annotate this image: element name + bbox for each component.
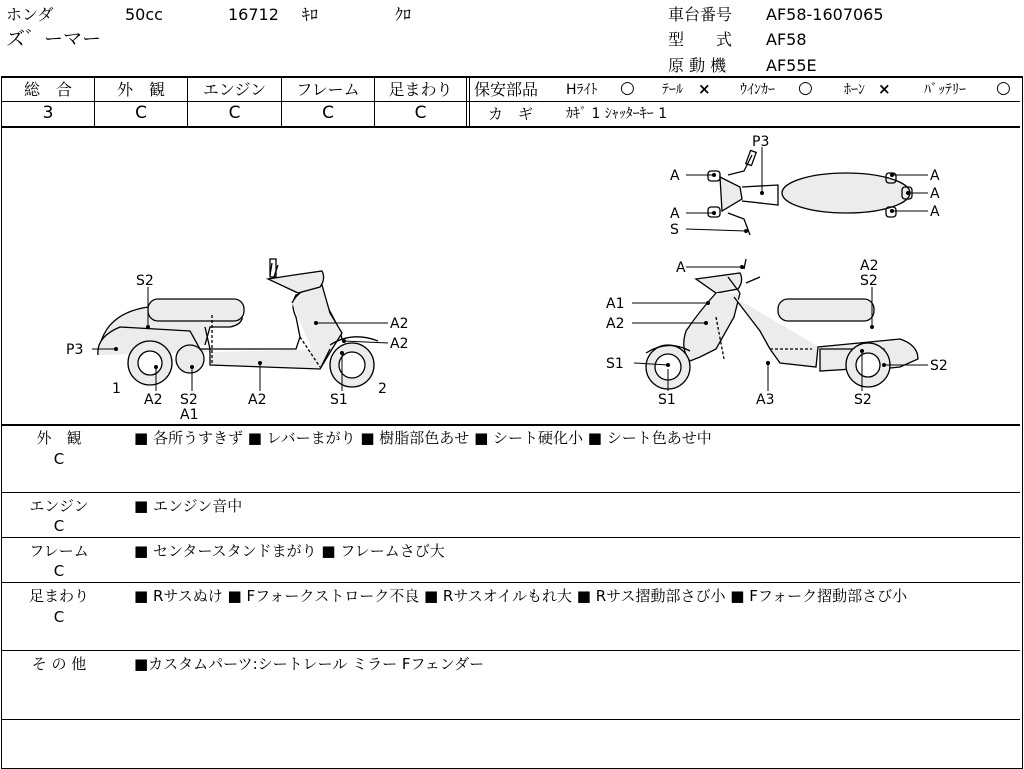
- safety-mark-tail: ×: [698, 80, 711, 98]
- label-left-a1: A1: [180, 407, 199, 423]
- key-label: カ ギ: [488, 105, 534, 123]
- label-top-a-left-front: A: [670, 168, 680, 184]
- section-title-other: そ の 他: [31, 655, 87, 673]
- label-left-s2-stand: S2: [180, 392, 198, 408]
- label-left-p3: P3: [66, 342, 84, 358]
- displacement: 50cc: [125, 5, 163, 24]
- label-left-s2-seat: S2: [136, 273, 154, 289]
- label-right-s2-stand: S2: [854, 392, 872, 408]
- label-right-a1: A1: [606, 296, 625, 312]
- label-top-a-left-rear: A: [670, 206, 680, 222]
- frame-no-label: 車台番号: [668, 5, 733, 24]
- key-value: ｶｷﾞ 1 ｼｬｯﾀｰｷｰ 1: [566, 106, 668, 122]
- safety-mark-battery: ○: [996, 78, 1011, 98]
- label-top-s: S: [670, 222, 679, 238]
- section-grade-suspension: C: [53, 608, 65, 626]
- label-left-2: 2: [378, 381, 387, 397]
- maker: ホンダ: [6, 5, 54, 24]
- engine-value: AF55E: [766, 56, 817, 75]
- label-right-s1-wheel: S1: [658, 392, 676, 408]
- section-text-engine: ■ エンジン音中: [134, 497, 243, 515]
- safety-mark-horn: ×: [878, 80, 891, 98]
- grade-label-engine: エンジン: [202, 80, 267, 99]
- section-grade-frame: C: [53, 562, 65, 580]
- section-title-engine: エンジン: [29, 497, 89, 515]
- mileage: 16712: [228, 5, 279, 24]
- label-top-p3: P3: [752, 134, 770, 150]
- safety-mark-headlight: ○: [620, 78, 635, 98]
- label-top-a-right-2: A: [930, 186, 940, 202]
- grade-value-suspension: C: [414, 103, 427, 123]
- safety-item-winker: ｳｲﾝｶｰ: [740, 82, 775, 98]
- label-right-s1-front: S1: [606, 356, 624, 372]
- grade-value-exterior: C: [135, 103, 147, 123]
- label-right-a2-cowl: A2: [606, 316, 625, 332]
- grade-label-frame: フレーム: [296, 80, 360, 99]
- label-left-a2-cowl: A2: [390, 316, 409, 332]
- grade-value-engine: C: [228, 103, 241, 123]
- type-value: AF58: [766, 30, 807, 49]
- label-top-a-right-3: A: [930, 204, 940, 220]
- label-right-a2: A2: [860, 258, 879, 274]
- section-text-exterior: ■ 各所うすきず ■ レバーまがり ■ 樹脂部色あせ ■ シート硬化小 ■ シート色あせ中: [134, 429, 712, 447]
- label-top-a-right-1: A: [930, 168, 940, 184]
- type-label: 型 式: [668, 30, 733, 49]
- grade-value-frame: C: [322, 103, 334, 123]
- safety-item-battery: ﾊﾞｯﾃﾘｰ: [924, 82, 966, 98]
- section-title-suspension: 足まわり: [28, 587, 89, 605]
- section-text-frame: ■ センタースタンドまがり ■ フレームさび大: [134, 542, 445, 560]
- safety-item-horn: ﾎｰﾝ: [844, 82, 865, 98]
- scooter-top-view: [708, 150, 912, 235]
- grade-label-total: 総 合: [23, 80, 72, 99]
- safety-label: 保安部品: [474, 80, 539, 99]
- section-grade-engine: C: [53, 517, 65, 535]
- label-left-1: 1: [112, 381, 121, 397]
- grade-label-suspension: 足まわり: [388, 80, 453, 99]
- grade-label-exterior: 外 観: [116, 80, 165, 99]
- label-right-a3: A3: [756, 392, 775, 408]
- section-text-suspension: ■ Rサスぬけ ■ Fフォークストローク不良 ■ Rサスオイルもれ大 ■ Rサス摺動部さび小 ■ Fフォーク摺動部さび小: [134, 587, 908, 605]
- section-title-exterior: 外 観: [36, 429, 82, 447]
- damage-diagram: [0, 127, 1024, 425]
- label-left-a2-floor: A2: [248, 392, 267, 408]
- safety-mark-winker: ○: [798, 78, 813, 98]
- label-right-s2-seat: S2: [860, 273, 878, 289]
- model-name: ズ゛ーマー: [6, 28, 102, 50]
- section-text-other: ■カスタムパーツ:シートレール ミラー Fフェンダー: [134, 655, 485, 673]
- frame-no: AF58-1607065: [766, 5, 884, 24]
- mileage-unit: ｷﾛ: [302, 5, 319, 24]
- section-grade-exterior: C: [53, 450, 65, 468]
- engine-label: 原 動 機: [668, 56, 727, 75]
- label-left-a2-fender: A2: [390, 336, 409, 352]
- color: ｸﾛ: [395, 5, 412, 24]
- section-title-frame: フレーム: [29, 542, 89, 560]
- label-left-s1: S1: [330, 392, 348, 408]
- label-right-s2-muffler: S2: [930, 358, 948, 374]
- grade-value-total: 3: [42, 103, 54, 123]
- safety-item-tail: ﾃｰﾙ: [662, 82, 683, 98]
- label-right-a-mirror: A: [676, 260, 686, 276]
- safety-item-headlight: Hﾗｲﾄ: [566, 82, 598, 98]
- label-left-a2-wheel: A2: [144, 392, 163, 408]
